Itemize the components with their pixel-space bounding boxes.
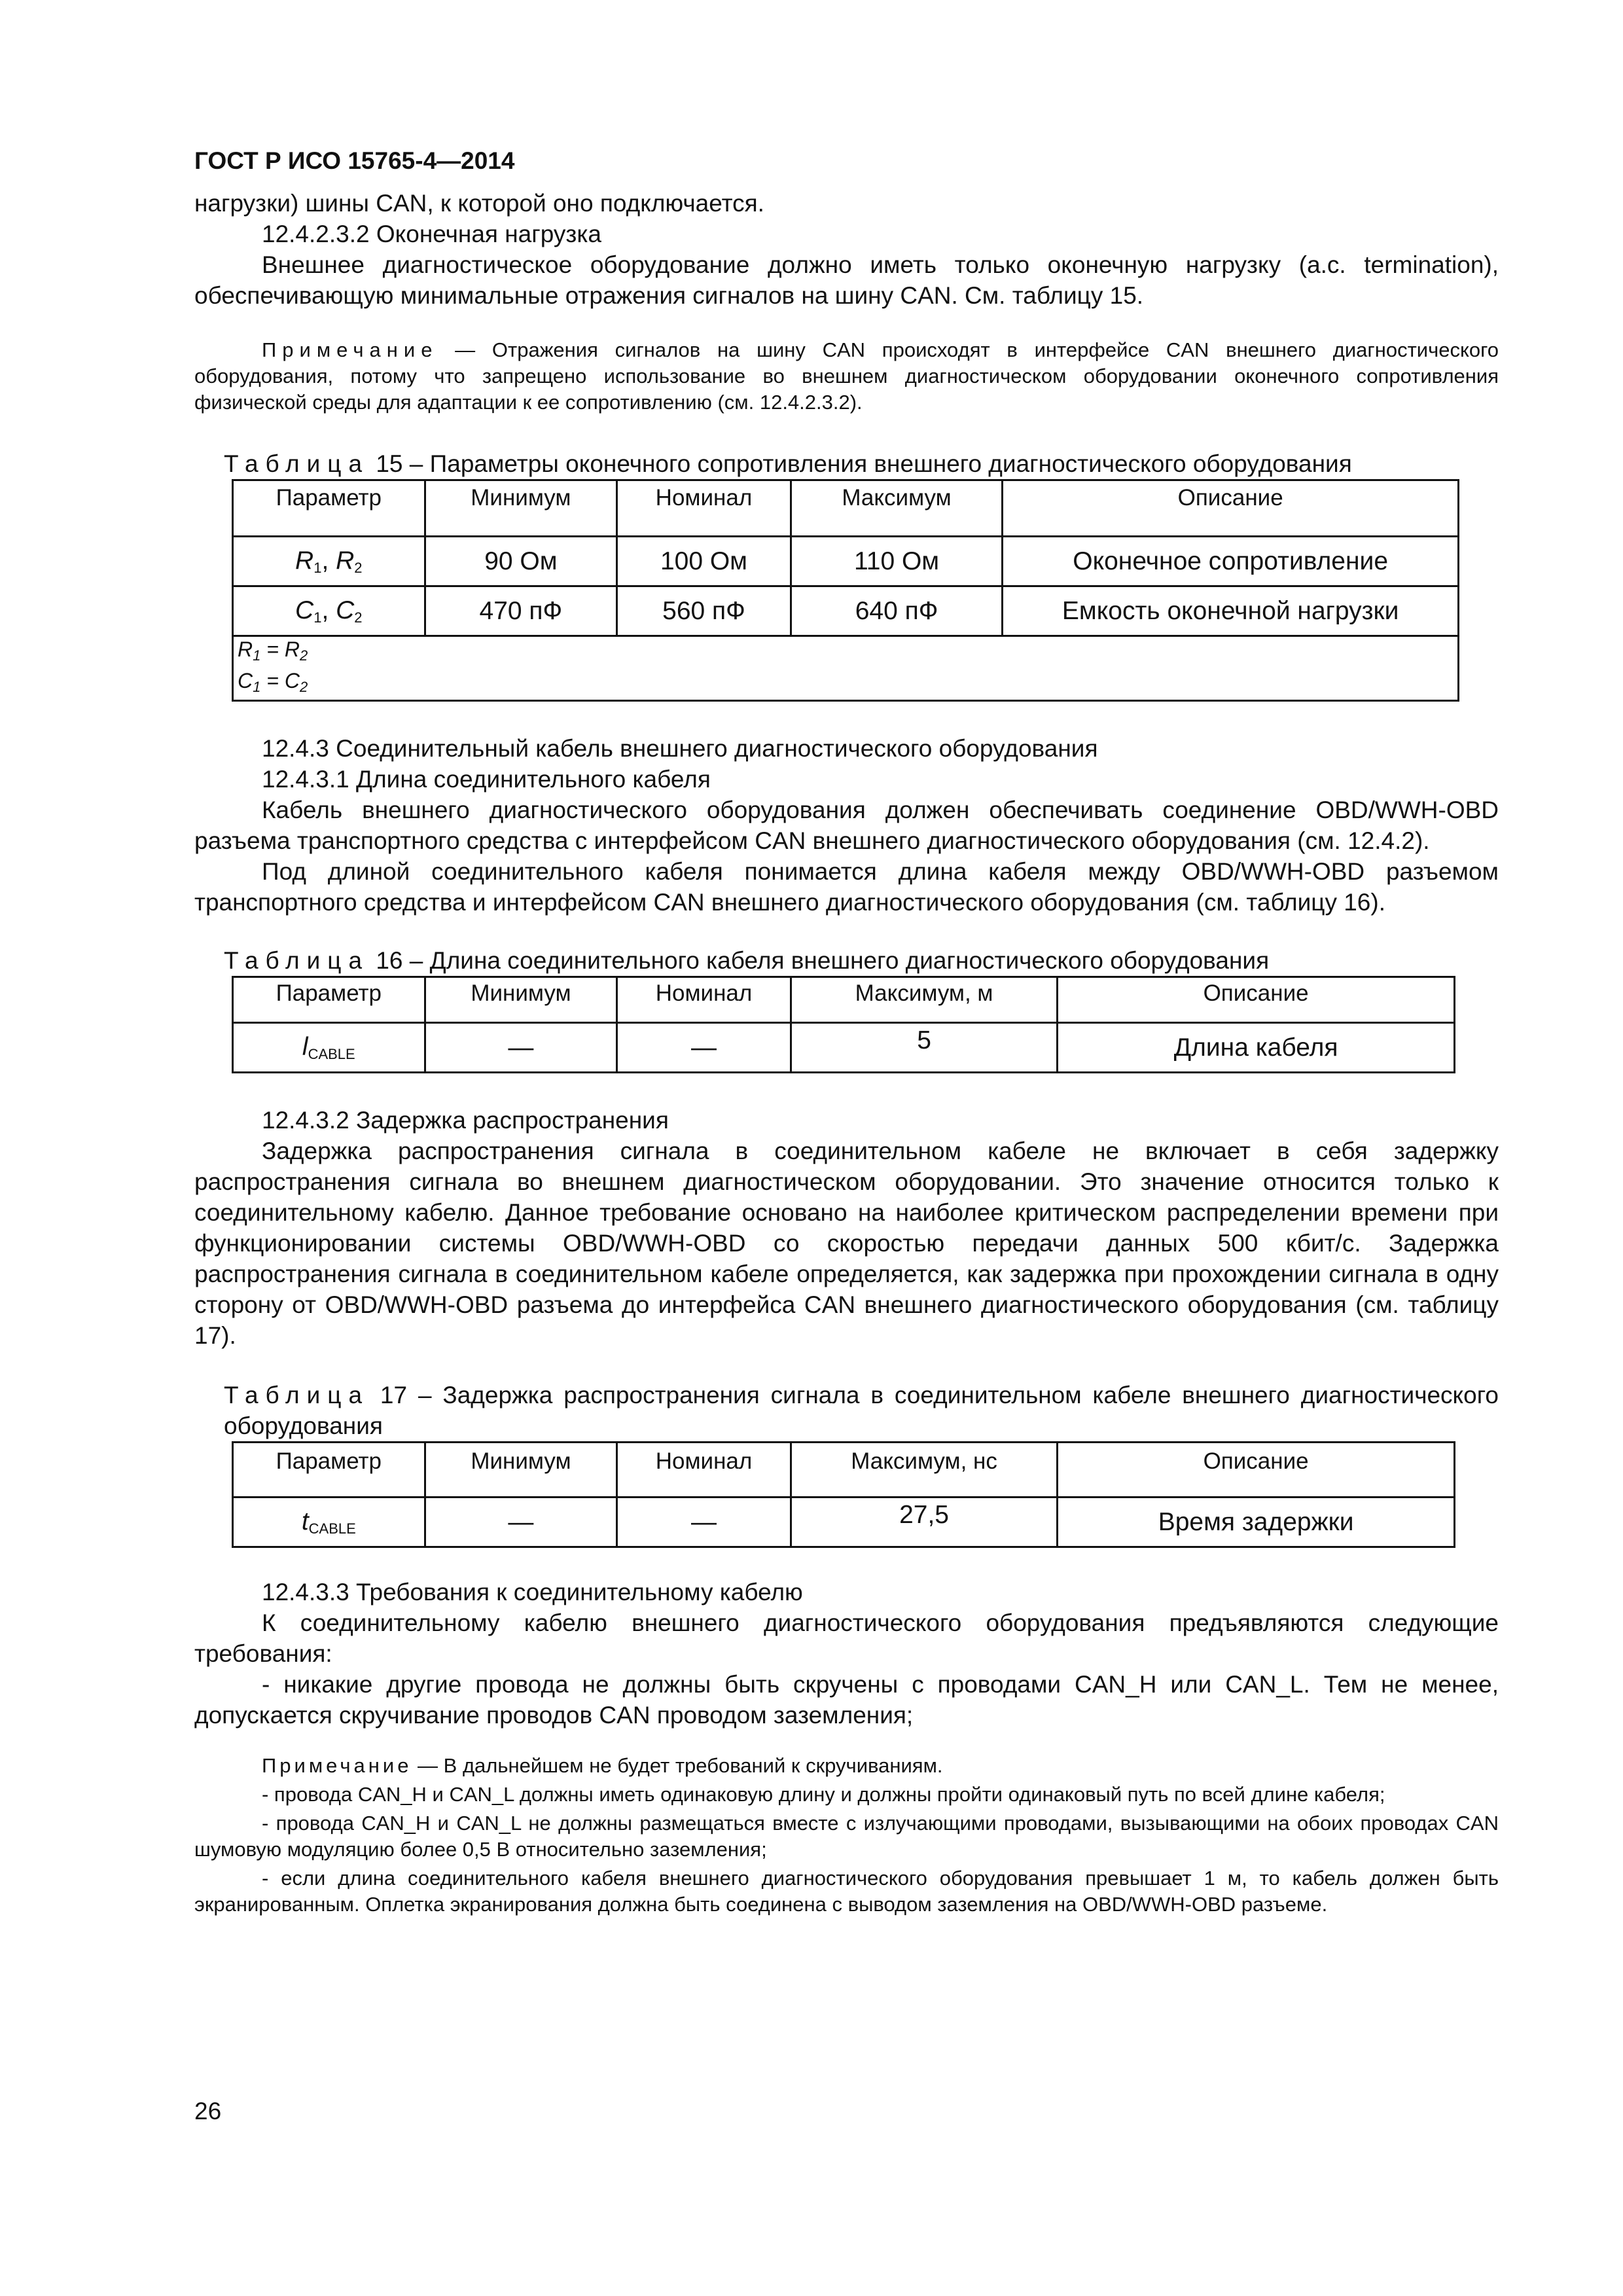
header-cell: Описание	[1003, 480, 1459, 537]
note-twisting	[194, 1753, 1499, 1779]
section-heading-12-4-3-1: 12.4.3.1 Длина соединительного кабеля	[262, 766, 711, 793]
note-item: - если длина соединительного кабеля внешнего диагностического оборудования превышает 1 м, то кабель должен быть экранированным. Оплетка экранирования должна быть соединена с выводом заземления на OBD/WWH-OBD разъеме.	[194, 1867, 1499, 1916]
table-15	[232, 479, 1459, 702]
table-caption-text: 17 – Задержка распространения сигнала в соединительном кабеле внешнего диагностического оборудования	[224, 1382, 1499, 1439]
paragraph-cable-requirements: К соединительному кабелю внешнего диагностического оборудования предъявляются следующие требования:	[194, 1609, 1499, 1667]
header-cell: Максимум, м	[791, 977, 1057, 1023]
table-note-row	[233, 636, 1459, 701]
document-page	[194, 147, 1499, 1918]
paragraph-continuation: нагрузки) шины CAN, к которой оно подключается.	[194, 190, 764, 217]
header-cell: Параметр	[233, 977, 425, 1023]
min-cell: 470 пФ	[425, 586, 617, 636]
desc-cell: Длина кабеля	[1058, 1023, 1455, 1073]
min-cell: —	[425, 1023, 617, 1073]
desc-cell: Время задержки	[1058, 1498, 1455, 1547]
param-cell: $l_{CABLE}$	[233, 1023, 425, 1073]
note-item: - провода CAN_H и CAN_L не должны размещаться вместе с излучающими проводами, вызывающими на обоих проводах CAN шумовую модуляцию более 0,5 В относительно заземления;	[194, 1812, 1499, 1861]
paragraph-propagation-delay: Задержка распространения сигнала в соединительном кабеле не включает в себя задержку распространения сигнала во внешнем диагностическом оборудовании. Это значение относится только к соединительному кабелю. Данное требование основано на наиболее критическом распределении времени при функционировании системы OBD/WWH-OBD со скоростью передачи данных 500 кбит/с. Задержка распространения сигнала в соединительном кабеле определяется, как задержка при прохождении сигнала в одну сторону от OBD/WWH-OBD разъема до интерфейса CAN внешнего диагностического оборудования (см. таблицу 17).	[194, 1138, 1499, 1349]
max-cell: 27,5	[791, 1498, 1057, 1547]
note-text: — В дальнейшем не будет требований к скручиваниям.	[412, 1754, 943, 1777]
note-item: - провода CAN_H и CAN_L должны иметь одинаковую длину и должны пройти одинаковый путь по всей длине кабеля;	[262, 1783, 1385, 1806]
section-heading-12-4-3-2: 12.4.3.2 Задержка распространения	[262, 1107, 669, 1134]
min-cell: 90 Ом	[425, 537, 617, 586]
paragraph-termination: Внешнее диагностическое оборудование должно иметь только оконечную нагрузку (a.c. termination), обеспечивающую минимальные отражения сигналов на шину CAN. См. таблицу 15.	[194, 251, 1499, 309]
header-cell: Описание	[1058, 977, 1455, 1023]
header-cell: Номинал	[617, 480, 791, 537]
max-cell: 5	[791, 1023, 1057, 1073]
header-cell: Минимум	[425, 480, 617, 537]
section-heading-12-4-2-3-2: 12.4.2.3.2 Оконечная нагрузка	[262, 221, 601, 247]
section-heading-12-4-3: 12.4.3 Соединительный кабель внешнего диагностического оборудования	[262, 735, 1098, 762]
table-label: Таблица	[224, 1382, 370, 1408]
param-cell: $t_{CABLE}$	[233, 1498, 425, 1547]
min-cell: —	[425, 1498, 617, 1547]
param-cell: $C_1$, $C_2$	[233, 586, 425, 636]
max-cell: 110 Ом	[791, 537, 1003, 586]
table-17	[232, 1441, 1455, 1548]
header-cell: Максимум, нс	[791, 1443, 1057, 1498]
table-note-cell	[233, 636, 1459, 701]
header-cell: Минимум	[425, 977, 617, 1023]
paragraph-cable-length: Под длиной соединительного кабеля понимается длина кабеля между OBD/WWH-OBD разъемом транспортного средства и интерфейсом CAN внешнего диагностического оборудования (см. таблицу 16).	[194, 858, 1499, 916]
table-header-row	[233, 480, 1459, 537]
header-cell: Максимум	[791, 480, 1003, 537]
note-text: — Отражения сигналов на шину CAN происходят в интерфейсе CAN внешнего диагностического оборудования, потому что запрещено использование во внешнем диагностическом оборудовании оконечного сопротивления физической среды для адаптации к ее сопротивлению (см. 12.4.2.3.2).	[194, 338, 1499, 414]
header-cell: Номинал	[617, 1443, 791, 1498]
table-16	[232, 976, 1455, 1073]
header-cell: Параметр	[233, 1443, 425, 1498]
note-r-equality: $R_1 = R_2$	[238, 637, 308, 664]
header-cell: Номинал	[617, 977, 791, 1023]
section-heading-12-4-3-3: 12.4.3.3 Требования к соединительному кабелю	[262, 1579, 803, 1605]
paragraph-cable-connection: Кабель внешнего диагностического оборудования должен обеспечивать соединение OBD/WWH-OBD разъема транспортного средства с интерфейсом CAN внешнего диагностического оборудования (см. 12.4.2).	[194, 797, 1499, 854]
table-17-caption	[224, 1380, 1499, 1441]
note-label: Примечание	[262, 338, 438, 361]
desc-cell: Емкость оконечной нагрузки	[1003, 586, 1459, 636]
note-c-equality: $C_1 = C_2$	[238, 669, 308, 695]
param-cell: $R_1$, $R_2$	[233, 537, 425, 586]
table-16-caption	[224, 945, 1499, 976]
table-header-row	[233, 1443, 1455, 1498]
header-cell: Минимум	[425, 1443, 617, 1498]
nom-cell: 100 Ом	[617, 537, 791, 586]
nom-cell: 560 пФ	[617, 586, 791, 636]
document-header: ГОСТ Р ИСО 15765-4—2014	[194, 147, 515, 174]
requirement-twisting: - никакие другие провода не должны быть скручены с проводами CAN_H или CAN_L. Тем не менее, допускается скручивание проводов CAN проводом заземления;	[194, 1671, 1499, 1729]
note-label: Примечание	[262, 1754, 412, 1777]
table-row	[233, 586, 1459, 636]
nom-cell: —	[617, 1023, 791, 1073]
nom-cell: —	[617, 1498, 791, 1547]
table-15-caption	[224, 448, 1499, 479]
table-label: Таблица	[224, 947, 370, 974]
table-caption-text: 15 – Параметры оконечного сопротивления внешнего диагностического оборудования	[369, 450, 1352, 477]
max-cell: 640 пФ	[791, 586, 1003, 636]
table-header-row	[233, 977, 1455, 1023]
table-row	[233, 537, 1459, 586]
table-row	[233, 1023, 1455, 1073]
table-caption-text: 16 – Длина соединительного кабеля внешнего диагностического оборудования	[369, 947, 1270, 974]
table-label: Таблица	[224, 450, 370, 477]
table-row	[233, 1498, 1455, 1547]
note-reflections	[194, 337, 1499, 416]
header-cell: Параметр	[233, 480, 425, 537]
desc-cell: Оконечное сопротивление	[1003, 537, 1459, 586]
header-cell: Описание	[1058, 1443, 1455, 1498]
page-number: 26	[194, 2098, 222, 2125]
